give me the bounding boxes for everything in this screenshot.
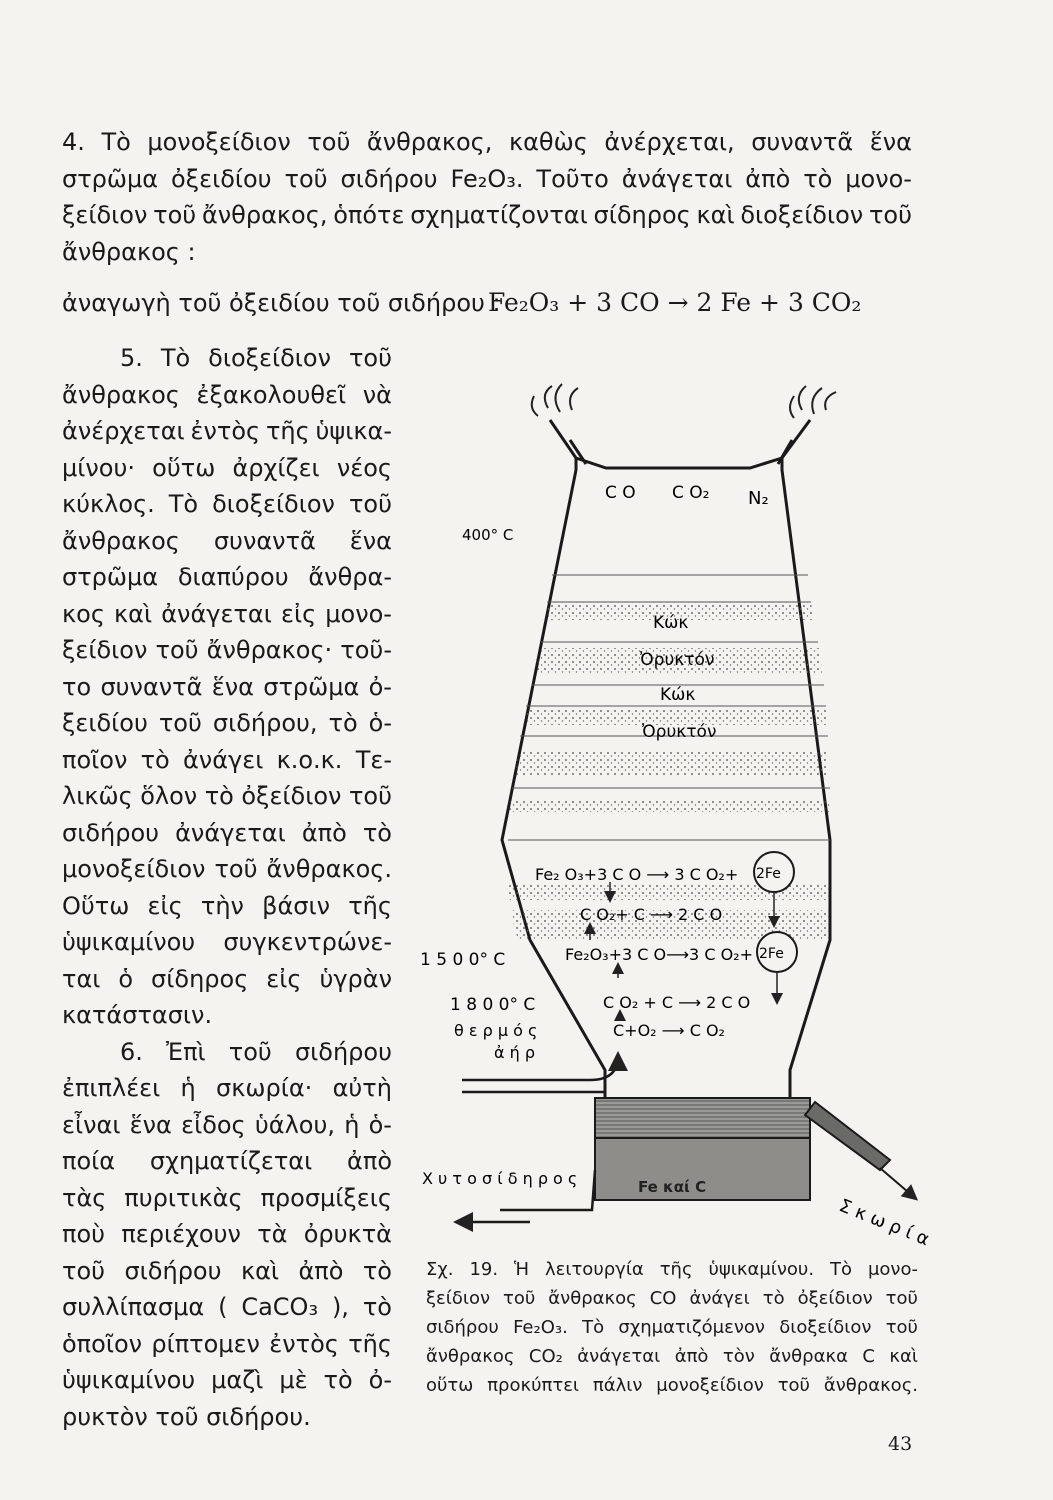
layer-coke-1: Κώκ: [653, 613, 689, 633]
col-line-5: κύκλος. Τὸ διοξείδιον τοῦ: [62, 490, 392, 518]
pig-iron-label: Χ υ τ ο σ ί δ η ρ ο ς: [422, 1169, 578, 1188]
col-line-4: μίνου· οὕτω ἀρχίζει νέος: [62, 454, 392, 482]
equation-label: ἀναγωγὴ τοῦ ὀξειδίου τοῦ σιδήρου :: [62, 289, 501, 317]
col-line-15: μονοξείδιον τοῦ ἄνθρακος.: [62, 855, 392, 883]
col-line-25: ποὺ περιέχουν τὰ ὀρυκτὰ: [62, 1220, 392, 1248]
caption-line-4: ἄνθρακος CO₂ ἀνάγεται ἀπὸ τὸν ἄνθρακα C καὶ: [426, 1346, 918, 1367]
col-line-27: συλλίπασμα ( CaCO₃ ), τὸ: [62, 1293, 392, 1321]
col-line-30: ρυκτὸν τοῦ σιδήρου.: [62, 1403, 311, 1431]
para4-line-3: ξείδιον τοῦ ἄνθρακος, ὁπότε σχηματίζονται σίδηρος καὶ διοξείδιον τοῦ: [62, 201, 912, 229]
col-line-28: ὁποῖον ρίπτομεν ἐντὸς τῆς: [62, 1330, 392, 1358]
col-line-16: Οὕτω εἰς τὴν βάσιν τῆς: [62, 892, 392, 920]
reaction-1-product: 2Fe: [756, 866, 781, 882]
para4-line-4: ἄνθρακος :: [62, 238, 196, 266]
col-line-13: λικῶς ὅλον τὸ ὀξείδιον τοῦ: [62, 782, 392, 810]
col-line-14: σιδήρου ἀνάγεται ἀπὸ τὸ: [62, 819, 392, 847]
col-line-22: εἶναι ἕνα εἶδος ὑάλου, ἡ ὁ-: [62, 1111, 392, 1139]
col-line-11: ξειδίου τοῦ σιδήρου, τὸ ὁ-: [62, 709, 392, 737]
layer-coke-2: Κώκ: [660, 685, 696, 705]
page-number: 43: [888, 1433, 913, 1455]
molten-iron-label: Fe καί C: [638, 1178, 707, 1196]
reduction-equation: Fe₂O₃ + 3 CO → 2 Fe + 3 CO₂: [488, 288, 862, 317]
reaction-4: C O₂ + C ⟶ 2 C O: [603, 993, 751, 1012]
caption-line-5: οὕτω προκύπτει πάλιν μονοξείδιον τοῦ ἄνθρακος.: [426, 1375, 918, 1396]
col-line-1: 5. Τὸ διοξείδιον τοῦ: [120, 344, 392, 372]
col-line-29: ὑψικαμίνου μαζὶ μὲ τὸ ὀ-: [62, 1366, 392, 1394]
col-line-8: κος καὶ ἀνάγεται εἰς μονο-: [62, 600, 392, 628]
col-line-20: 6. Ἐπὶ τοῦ σιδήρου: [120, 1038, 392, 1066]
slag-spout: [805, 1102, 890, 1170]
gas-n2-label: N₂: [748, 488, 769, 509]
col-line-12: ποῖον τὸ ἀνάγει κ.ο.κ. Τε-: [62, 746, 392, 774]
reaction-5: C+O₂ ⟶ C O₂: [613, 1021, 725, 1040]
hot-air-label-2: ἀ ή ρ: [494, 1043, 536, 1062]
reaction-2: C O₂+ C ⟶ 2 C O: [580, 905, 723, 924]
col-line-2: ἄνθρακος ἐξακολουθεῖ νὰ: [62, 381, 392, 409]
temp-top-label: 400° C: [462, 526, 514, 544]
slag-arrow-icon: [880, 1168, 915, 1198]
col-line-10: το συναντᾶ ἕνα στρῶμα ὀ-: [62, 673, 392, 701]
hot-air-arrow-icon: [462, 1056, 618, 1080]
col-line-9: ξείδιον τοῦ ἄνθρακος· τοῦ-: [62, 636, 392, 664]
caption-line-2: ξείδιον τοῦ ἄνθρακος CO ἀνάγει τὸ ὀξείδιον τοῦ: [426, 1288, 918, 1309]
gas-co2-label: C O₂: [672, 483, 710, 503]
col-line-18: ται ὁ σίδηρος εἰς ὑγρὰν: [62, 965, 392, 993]
layer-ore-1: Ὀρυκτόν: [640, 650, 715, 670]
caption-line-3: σιδήρου Fe₂O₃. Τὸ σχηματιζόμενον διοξείδιον τοῦ: [426, 1317, 918, 1338]
layer-ore-2: Ὀρυκτόν: [642, 722, 717, 742]
temp-bottom-label: 1 8 0 0° C: [450, 995, 536, 1015]
col-line-24: τὰς πυριτικὰς προσμίξεις: [62, 1184, 392, 1212]
col-line-26: τοῦ σιδήρου καὶ ἀπὸ τὸ: [62, 1257, 392, 1285]
smoke-right-icon: [790, 386, 836, 418]
smoke-left-icon: [532, 384, 578, 416]
slag-label: Σ κ ω ρ ί α: [836, 1195, 933, 1250]
caption-line-1: Σχ. 19. Ἡ λειτουργία τῆς ὑψικαμίνου. Τὸ μονο-: [426, 1259, 918, 1280]
col-line-19: κατάστασιν.: [62, 1001, 213, 1029]
temp-mid-label: 1 5 0 0° C: [420, 950, 506, 970]
col-line-17: ὑψικαμίνου συγκεντρώνε-: [62, 928, 392, 956]
hot-air-label-1: θ ε ρ μ ό ς: [454, 1021, 538, 1040]
col-line-3: ἀνέρχεται ἐντὸς τῆς ὑψικα-: [62, 417, 392, 445]
col-line-7: στρῶμα διαπύρου ἄνθρα-: [62, 563, 392, 591]
col-line-6: ἄνθρακος συναντᾶ ἕνα: [62, 527, 392, 555]
reaction-3: Fe₂O₃+3 C O⟶3 C O₂+: [565, 945, 753, 964]
col-line-23: ποία σχηματίζεται ἀπὸ: [62, 1147, 392, 1175]
reaction-3-product: 2Fe: [759, 946, 784, 962]
blast-furnace-figure: [410, 380, 940, 1250]
para4-line-1: 4. Τὸ μονοξείδιον τοῦ ἄνθρακος, καθὼς ἀνέρχεται, συναντᾶ ἕνα: [62, 128, 912, 156]
reaction-1: Fe₂ O₃+3 C O ⟶ 3 C O₂+: [535, 865, 739, 884]
col-line-21: ἐπιπλέει ἡ σκωρία· αὐτὴ: [62, 1074, 392, 1102]
gas-co-label: C O: [605, 483, 636, 503]
para4-line-2: στρῶμα ὀξειδίου τοῦ σιδήρου Fe₂O₃. Τοῦτο ἀνάγεται ἀπὸ τὸ μονο-: [62, 165, 912, 193]
